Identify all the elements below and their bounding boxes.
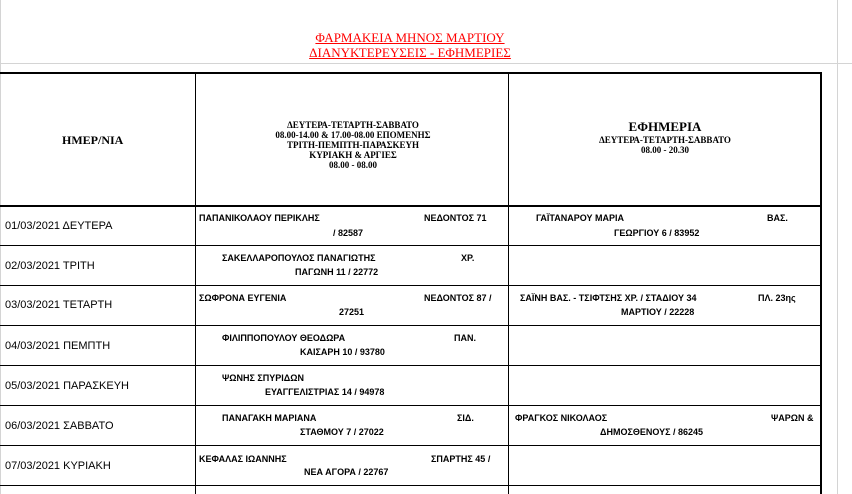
header-night-line5: 08.00 - 08.00 — [329, 160, 377, 170]
page-subtitle: ΔΙΑΝΥΚΤΕΡΕΥΣΕΙΣ - ΕΦΗΜΕΡΙΕΣ — [309, 45, 511, 60]
night-pharmacy-address-cont: 27251 — [339, 307, 365, 317]
header-night-line3: ΤΡΙΤΗ-ΠΕΜΠΤΗ-ΠΑΡΑΣΚΕΥΗ — [286, 140, 420, 150]
page-title: ΦΑΡΜΑΚΕΙΑ ΜΗΝΟΣ ΜΑΡΤΙΟΥ — [315, 30, 505, 45]
header-bottom-border — [0, 205, 822, 207]
night-pharmacy-address: ΝΕΔΟΝΤΟΣ 87 / — [424, 293, 492, 303]
night-pharmacy-address-cont: ΠΑΓΩΝΗ 11 / 22772 — [295, 267, 379, 277]
row-border-3 — [0, 325, 822, 326]
header-night-line4: ΚΥΡΙΑΚΗ & ΑΡΓΙΕΣ — [309, 150, 397, 160]
night-pharmacy-name: ΣΩΦΡΟΝΑ ΕΥΓΕΝΙΑ — [199, 293, 287, 303]
night-pharmacy-name: ΨΩΝΗΣ ΣΠΥΡΙΔΩΝ — [222, 373, 304, 383]
night-pharmacy-address-cont: / 82587 — [333, 228, 364, 238]
row-border-7 — [0, 485, 822, 486]
duty-pharmacy-address: ΠΛ. 23ης — [758, 293, 796, 303]
row-date: 01/03/2021 ΔΕΥΤΕΡΑ — [5, 220, 113, 232]
header-night-shift — [197, 120, 509, 170]
table-top-border — [0, 72, 822, 74]
duty-pharmacy-address-cont: ΔΗΜΟΣΘΕΝΟΥΣ / 86245 — [600, 427, 704, 437]
night-pharmacy-address-cont: ΝΕΑ ΑΓΟΡΑ / 22767 — [304, 467, 389, 477]
row-date: 04/03/2021 ΠΕΜΠΤΗ — [5, 340, 111, 352]
duty-pharmacy-address: ΨΑΡΩΝ & — [771, 413, 814, 423]
night-pharmacy-address-cont: ΚΑΙΣΑΡΗ 10 / 93780 — [300, 347, 385, 357]
night-pharmacy-address: ΣΙΔ. — [457, 413, 474, 423]
row-date: 05/03/2021 ΠΑΡΑΣΚΕΥΗ — [5, 380, 130, 392]
night-pharmacy-address: ΣΠΑΡΤΗΣ 45 / — [431, 454, 491, 464]
header-duty-line1: ΔΕΥΤΕΡΑ-ΤΕΤΑΡΤΗ-ΣΑΒΒΑΤΟ — [599, 135, 731, 145]
night-pharmacy-name: ΠΑΝΑΓΑΚΗ ΜΑΡΙΑΝΑ — [222, 413, 317, 423]
duty-pharmacy-name: ΓΑΪΤΑΝΑΡΟΥ ΜΑΡΙΑ — [536, 213, 625, 223]
night-pharmacy-name: ΦΙΛΙΠΠΟΠΟΥΛΟΥ ΘΕΟΔΩΡΑ — [222, 333, 346, 343]
row-date: 03/03/2021 ΤΕΤΑΡΤΗ — [5, 299, 113, 311]
header-date: ΗΜΕΡ/ΝΙΑ — [62, 133, 124, 147]
duty-pharmacy-address-cont: ΜΑΡΤΙΟΥ / 22228 — [621, 307, 695, 317]
duty-pharmacy-address: ΒΑΣ. — [767, 213, 788, 223]
row-border-1 — [0, 245, 822, 246]
night-pharmacy-address: ΠΑΝ. — [454, 333, 476, 343]
grid-horizontal-top — [0, 63, 852, 64]
header-duty-line2: 08.00 - 20.30 — [641, 145, 689, 155]
night-pharmacy-name: ΣΑΚΕΛΛΑΡΟΠΟΥΛΟΣ ΠΑΝΑΓΙΩΤΗΣ — [222, 253, 376, 263]
duty-pharmacy-address-cont: ΓΕΩΡΓΙΟΥ 6 / 83952 — [614, 228, 700, 238]
header-duty-title: ΕΦΗΜΕΡΙΑ — [628, 119, 702, 134]
row-date: 06/03/2021 ΣΑΒΒΑΤΟ — [5, 420, 114, 432]
row-border-6 — [0, 445, 822, 446]
row-border-4 — [0, 365, 822, 366]
row-border-2 — [0, 285, 822, 286]
col-divider-1 — [195, 72, 196, 494]
header-duty — [510, 119, 820, 155]
duty-pharmacy-name: ΣΑΪΝΗ ΒΑΣ. - ΤΣΙΦΤΣΗΣ ΧΡ. / ΣΤΑΔΙΟΥ 34 — [520, 293, 697, 303]
night-pharmacy-address-cont: ΕΥΑΓΓΕΛΙΣΤΡΙΑΣ 14 / 94978 — [265, 387, 385, 397]
grid-vertical-left — [0, 0, 1, 494]
row-date: 02/03/2021 ΤΡΙΤΗ — [5, 260, 95, 272]
night-pharmacy-name: ΚΕΦΑΛΑΣ ΙΩΑΝΝΗΣ — [199, 454, 287, 464]
night-pharmacy-address-cont: ΣΤΑΘΜΟΥ 7 / 27022 — [300, 427, 384, 437]
header-night-line1: ΔΕΥΤΕΡΑ-ΤΕΤΑΡΤΗ-ΣΑΒΒΑΤΟ — [287, 120, 419, 130]
table-right-border — [820, 72, 822, 494]
duty-pharmacy-name: ΦΡΑΓΚΟΣ ΝΙΚΟΛΑΟΣ — [515, 413, 608, 423]
row-date: 07/03/2021 ΚΥΡΙΑΚΗ — [5, 460, 111, 472]
night-pharmacy-address: ΧΡ. — [461, 253, 475, 263]
night-pharmacy-name: ΠΑΠΑΝΙΚΟΛΑΟΥ ΠΕΡΙΚΛΗΣ — [199, 213, 320, 223]
header-night-line2: 08.00-14.00 & 17.00-08.00 ΕΠΟΜΕΝΗΣ — [275, 130, 431, 140]
night-pharmacy-address: ΝΕΔΟΝΤΟΣ 71 — [424, 213, 487, 223]
row-border-5 — [0, 405, 822, 406]
grid-vertical-right — [837, 0, 838, 494]
